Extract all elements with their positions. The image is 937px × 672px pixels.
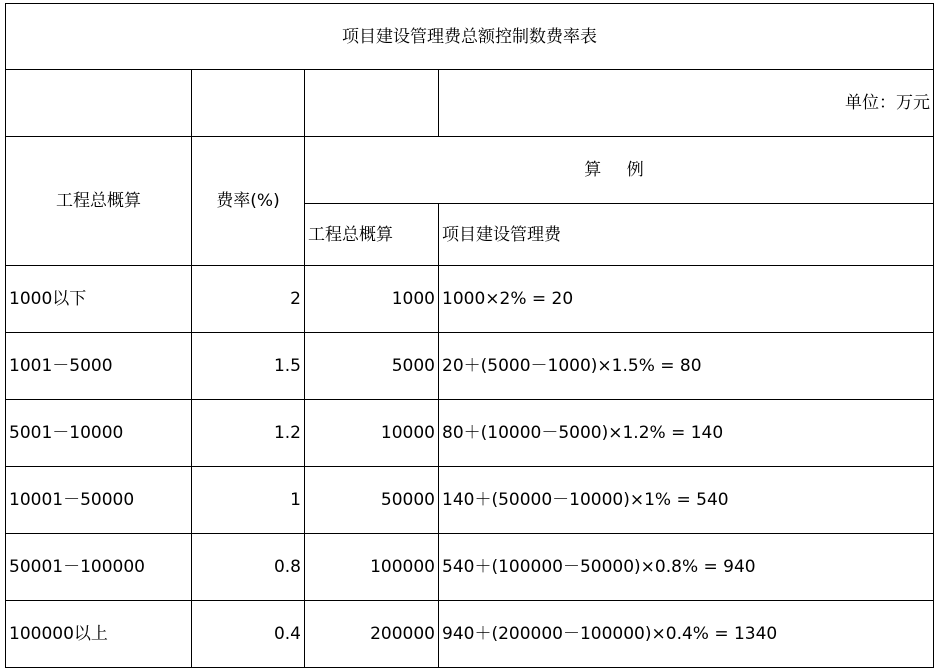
rate-cell: 1.2 [192, 400, 305, 467]
example-total-cell: 10000 [305, 400, 439, 467]
example-total-cell: 100000 [305, 534, 439, 601]
table-row [6, 333, 934, 400]
unit-label: 单位：万元 [439, 70, 934, 137]
title-row [6, 4, 934, 70]
rate-cell: 0.8 [192, 534, 305, 601]
header-example-total: 工程总概算 [305, 204, 439, 266]
range-cell: 10001－50000 [6, 467, 192, 534]
header-row-top [6, 137, 934, 204]
header-example: 算 例 [305, 137, 934, 204]
table-row [6, 400, 934, 467]
example-fee-cell: 140＋(50000－10000)×1% = 540 [439, 467, 934, 534]
empty-cell [192, 70, 305, 137]
range-cell: 5001－10000 [6, 400, 192, 467]
header-rate: 费率(%) [192, 137, 305, 266]
fee-rate-table [5, 3, 934, 668]
range-cell: 1000以下 [6, 266, 192, 333]
example-total-cell: 1000 [305, 266, 439, 333]
example-total-cell: 50000 [305, 467, 439, 534]
table-title: 项目建设管理费总额控制数费率表 [6, 4, 934, 70]
header-example-fee: 项目建设管理费 [439, 204, 934, 266]
example-total-cell: 5000 [305, 333, 439, 400]
range-cell: 100000以上 [6, 601, 192, 668]
example-fee-cell: 80＋(10000－5000)×1.2% = 140 [439, 400, 934, 467]
example-total-cell: 200000 [305, 601, 439, 668]
table-row [6, 534, 934, 601]
table-row [6, 467, 934, 534]
example-fee-cell: 20＋(5000－1000)×1.5% = 80 [439, 333, 934, 400]
rate-cell: 1.5 [192, 333, 305, 400]
example-fee-cell: 940＋(200000－100000)×0.4% = 1340 [439, 601, 934, 668]
table-row [6, 601, 934, 668]
table-row [6, 266, 934, 333]
rate-cell: 0.4 [192, 601, 305, 668]
empty-cell [305, 70, 439, 137]
rate-cell: 1 [192, 467, 305, 534]
range-cell: 50001－100000 [6, 534, 192, 601]
range-cell: 1001－5000 [6, 333, 192, 400]
unit-row [6, 70, 934, 137]
example-fee-cell: 1000×2% = 20 [439, 266, 934, 333]
rate-cell: 2 [192, 266, 305, 333]
example-fee-cell: 540＋(100000－50000)×0.8% = 940 [439, 534, 934, 601]
header-total-estimate: 工程总概算 [6, 137, 192, 266]
empty-cell [6, 70, 192, 137]
